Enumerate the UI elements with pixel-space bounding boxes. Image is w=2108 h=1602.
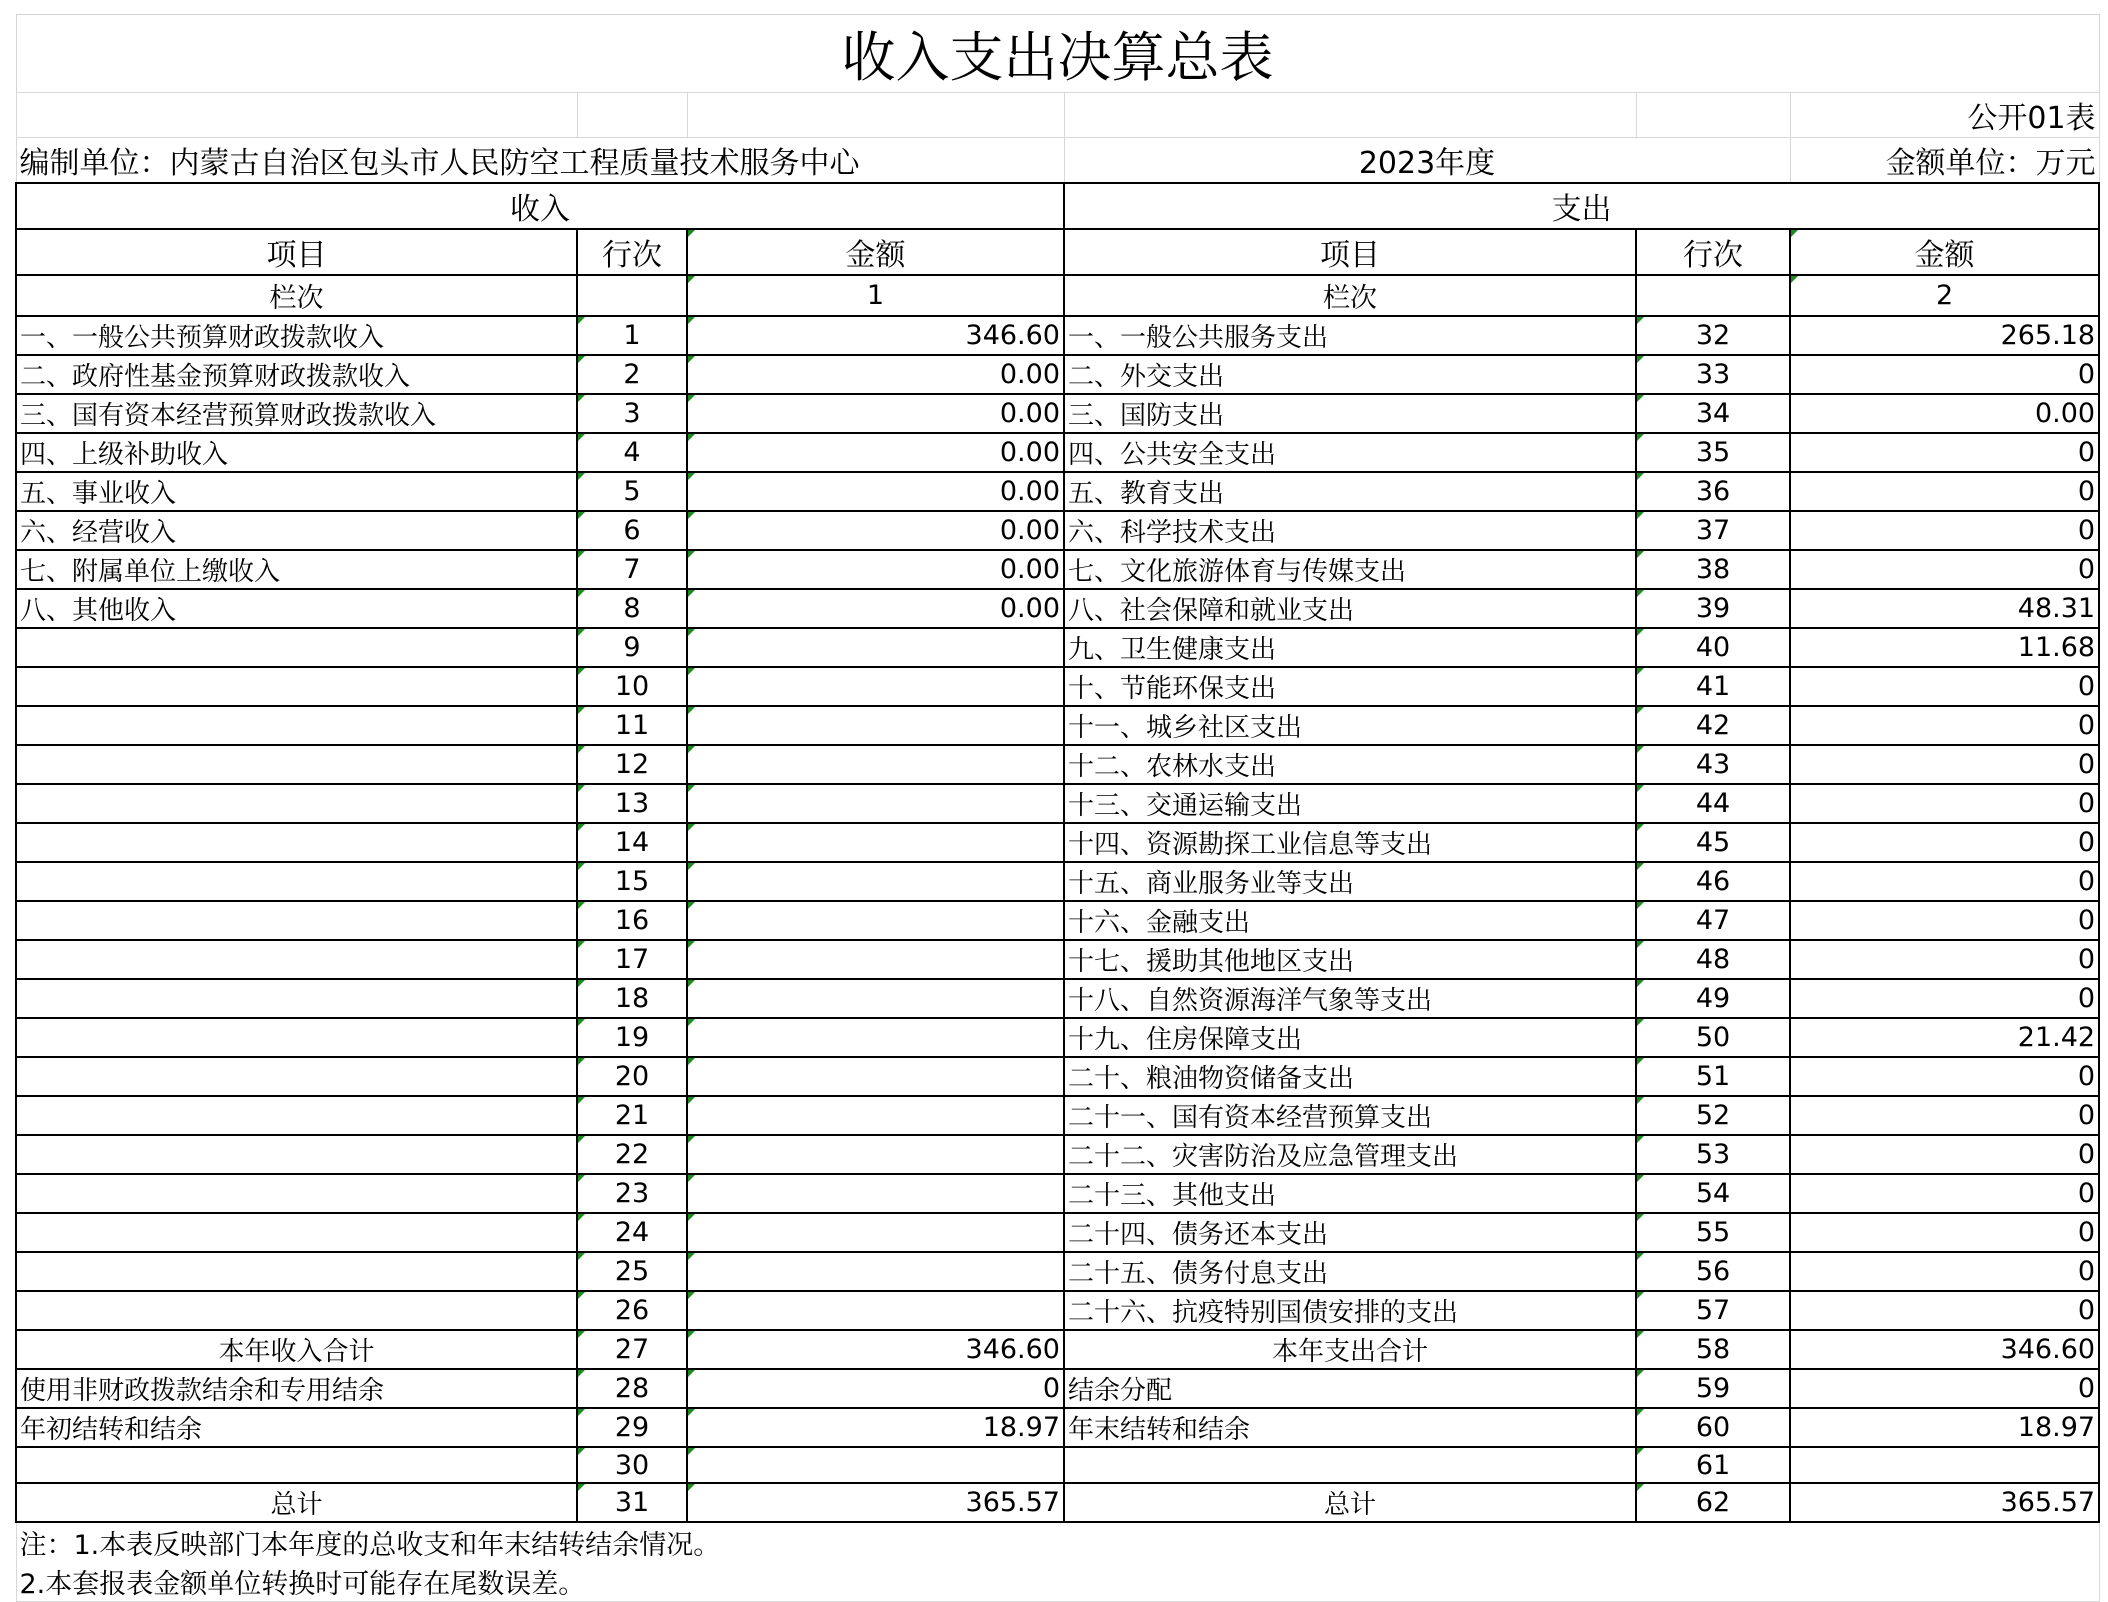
table-row: [16, 589, 2099, 628]
blank-cell: [1636, 93, 1790, 138]
expense-amount-cell: 265.18: [1790, 316, 2099, 355]
expense-item-cell: 四、公共安全支出: [1064, 433, 1636, 472]
income-amount-cell: [687, 784, 1064, 823]
table-row: [16, 979, 2099, 1018]
expense-row-no-cell: 60: [1636, 1408, 1790, 1447]
expense-item-cell: 二十五、债务付息支出: [1064, 1252, 1636, 1291]
expense-amount-cell: 0: [1790, 1213, 2099, 1252]
income-amount-cell: [687, 940, 1064, 979]
income-amount-cell: [687, 745, 1064, 784]
expense-amount-cell: 0: [1790, 706, 2099, 745]
table-row: [16, 784, 2099, 823]
fiscal-year: 2023年度: [1064, 138, 1790, 184]
column-number-row: [16, 275, 2099, 316]
expense-item-cell: 二十、粮油物资储备支出: [1064, 1057, 1636, 1096]
table-row: [16, 1291, 2099, 1330]
income-item-header: 项目: [16, 229, 577, 275]
table-row: [16, 706, 2099, 745]
income-amount-cell: [687, 706, 1064, 745]
income-item-cell: 总计: [16, 1483, 577, 1522]
income-row-no-cell: 28: [577, 1369, 687, 1408]
income-item-cell: [16, 628, 577, 667]
table-row: [16, 1057, 2099, 1096]
expense-row-no-cell: 32: [1636, 316, 1790, 355]
expense-item-cell: 二十六、抗疫特别国债安排的支出: [1064, 1291, 1636, 1330]
income-item-cell: 四、上级补助收入: [16, 433, 577, 472]
table-row: [16, 1213, 2099, 1252]
table-row: [16, 745, 2099, 784]
expense-amount-cell: 0: [1790, 1291, 2099, 1330]
expense-amount-cell: [1790, 1447, 2099, 1483]
expense-item-cell: 十四、资源勘探工业信息等支出: [1064, 823, 1636, 862]
section-header-row: [16, 183, 2099, 229]
expense-item-cell: 二十四、债务还本支出: [1064, 1213, 1636, 1252]
expense-item-cell: 二十二、灾害防治及应急管理支出: [1064, 1135, 1636, 1174]
expense-amount-cell: 0: [1790, 823, 2099, 862]
org-info-row: [16, 138, 2099, 184]
income-row-no-cell: 16: [577, 901, 687, 940]
income-item-cell: [16, 667, 577, 706]
income-row-no-cell: 15: [577, 862, 687, 901]
table-row: [16, 862, 2099, 901]
income-row-no-header: 行次: [577, 229, 687, 275]
table-code-row: [16, 93, 2099, 138]
income-item-cell: [16, 1447, 577, 1483]
expense-row-no-cell: 52: [1636, 1096, 1790, 1135]
expense-row-no-cell: 41: [1636, 667, 1790, 706]
income-amount-cell: 0: [687, 1369, 1064, 1408]
income-row-no-cell: 9: [577, 628, 687, 667]
expense-amount-cell: 0: [1790, 979, 2099, 1018]
expense-item-cell: 十九、住房保障支出: [1064, 1018, 1636, 1057]
expense-item-cell: 十一、城乡社区支出: [1064, 706, 1636, 745]
income-amount-cell: [687, 628, 1064, 667]
income-amount-cell: [687, 1447, 1064, 1483]
income-item-cell: [16, 1291, 577, 1330]
expense-row-no-cell: 33: [1636, 355, 1790, 394]
income-item-cell: 使用非财政拨款结余和专用结余: [16, 1369, 577, 1408]
income-row-no-cell: 2: [577, 355, 687, 394]
income-row-no-cell: 12: [577, 745, 687, 784]
income-row-no-cell: 14: [577, 823, 687, 862]
expense-item-cell: 总计: [1064, 1483, 1636, 1522]
income-item-cell: [16, 940, 577, 979]
income-item-cell: [16, 823, 577, 862]
income-amount-cell: [687, 901, 1064, 940]
table-row: [16, 355, 2099, 394]
expense-item-cell: 十三、交通运输支出: [1064, 784, 1636, 823]
income-row-no-cell: 29: [577, 1408, 687, 1447]
income-row-no-cell: 30: [577, 1447, 687, 1483]
expense-amount-cell: 21.42: [1790, 1018, 2099, 1057]
income-row-no-cell: 6: [577, 511, 687, 550]
income-item-cell: 年初结转和结余: [16, 1408, 577, 1447]
table-row: [16, 667, 2099, 706]
table-row: [16, 511, 2099, 550]
income-amount-cell: [687, 1096, 1064, 1135]
blank-cell: [687, 93, 1064, 138]
income-amount-cell: [687, 979, 1064, 1018]
expense-row-no-cell: 42: [1636, 706, 1790, 745]
expense-item-cell: 九、卫生健康支出: [1064, 628, 1636, 667]
blank-cell: [577, 93, 687, 138]
income-amount-cell: [687, 1057, 1064, 1096]
income-item-cell: [16, 1252, 577, 1291]
expense-row-no-cell: 58: [1636, 1330, 1790, 1369]
expense-row-no-cell: 46: [1636, 862, 1790, 901]
income-amount-cell: 0.00: [687, 511, 1064, 550]
income-amount-cell: [687, 1174, 1064, 1213]
expense-row-no-cell: 57: [1636, 1291, 1790, 1330]
expense-item-cell: 七、文化旅游体育与传媒支出: [1064, 550, 1636, 589]
expense-row-no-cell: 54: [1636, 1174, 1790, 1213]
table-row: [16, 1252, 2099, 1291]
income-amount-cell: [687, 1213, 1064, 1252]
income-row-no-cell: 17: [577, 940, 687, 979]
income-amount-cell: 18.97: [687, 1408, 1064, 1447]
income-row-no-cell: 7: [577, 550, 687, 589]
expense-row-no-cell: 61: [1636, 1447, 1790, 1483]
income-item-cell: [16, 1096, 577, 1135]
income-amount-cell: [687, 862, 1064, 901]
income-item-cell: [16, 706, 577, 745]
expense-row-no-cell: 59: [1636, 1369, 1790, 1408]
expense-row-no-cell: 47: [1636, 901, 1790, 940]
expense-row-no-cell: 40: [1636, 628, 1790, 667]
expense-row-no-header: 行次: [1636, 229, 1790, 275]
expense-item-header: 项目: [1064, 229, 1636, 275]
income-row-no-cell: 20: [577, 1057, 687, 1096]
table-row: [16, 1018, 2099, 1057]
income-item-cell: [16, 1057, 577, 1096]
expense-item-cell: 十五、商业服务业等支出: [1064, 862, 1636, 901]
expense-row-no-cell: 49: [1636, 979, 1790, 1018]
income-row-no-cell: 26: [577, 1291, 687, 1330]
income-row-no-cell: 21: [577, 1096, 687, 1135]
income-amount-cell: 0.00: [687, 472, 1064, 511]
table-row: [16, 1174, 2099, 1213]
income-amount-cell: 0.00: [687, 550, 1064, 589]
expense-item-cell: 二十三、其他支出: [1064, 1174, 1636, 1213]
expense-item-cell: 十八、自然资源海洋气象等支出: [1064, 979, 1636, 1018]
expense-amount-cell: 0: [1790, 667, 2099, 706]
income-col-number: 1: [687, 275, 1064, 316]
expense-amount-cell: 0: [1790, 511, 2099, 550]
unit-label: 金额单位：万元: [1790, 138, 2099, 184]
income-section-header: 收入: [16, 183, 1064, 229]
expense-amount-cell: 11.68: [1790, 628, 2099, 667]
expense-item-cell: 二十一、国有资本经营预算支出: [1064, 1096, 1636, 1135]
income-item-cell: [16, 901, 577, 940]
table-row: [16, 316, 2099, 355]
table-row: [16, 1135, 2099, 1174]
blank-cell: [1064, 93, 1636, 138]
income-amount-cell: [687, 1135, 1064, 1174]
income-row-no-cell: 19: [577, 1018, 687, 1057]
expense-item-cell: 结余分配: [1064, 1369, 1636, 1408]
expense-row-no-cell: 37: [1636, 511, 1790, 550]
income-item-cell: [16, 1135, 577, 1174]
income-amount-cell: 0.00: [687, 589, 1064, 628]
expense-row-no-cell: 39: [1636, 589, 1790, 628]
income-item-cell: [16, 784, 577, 823]
income-amount-cell: [687, 1252, 1064, 1291]
income-amount-cell: [687, 667, 1064, 706]
expense-amount-cell: 0: [1790, 1135, 2099, 1174]
blank-cell: [1636, 275, 1790, 316]
income-amount-cell: [687, 1291, 1064, 1330]
note-text: 注：1.本表反映部门本年度的总收支和年末结转结余情况。: [16, 1522, 2099, 1562]
table-row: [16, 550, 2099, 589]
expense-amount-header: 金额: [1790, 229, 2099, 275]
expense-row-no-cell: 55: [1636, 1213, 1790, 1252]
expense-row-no-cell: 35: [1636, 433, 1790, 472]
expense-row-no-cell: 38: [1636, 550, 1790, 589]
expense-item-cell: 年末结转和结余: [1064, 1408, 1636, 1447]
expense-col-number: 2: [1790, 275, 2099, 316]
expense-row-no-cell: 36: [1636, 472, 1790, 511]
expense-item-cell: 十、节能环保支出: [1064, 667, 1636, 706]
blank-cell: [16, 93, 577, 138]
expense-row-no-cell: 62: [1636, 1483, 1790, 1522]
table-row: [16, 901, 2099, 940]
table-row: [16, 628, 2099, 667]
income-item-cell: 一、一般公共预算财政拨款收入: [16, 316, 577, 355]
expense-col-label: 栏次: [1064, 275, 1636, 316]
income-row-no-cell: 18: [577, 979, 687, 1018]
expense-item-cell: [1064, 1447, 1636, 1483]
income-row-no-cell: 13: [577, 784, 687, 823]
expense-amount-cell: 0: [1790, 355, 2099, 394]
income-row-no-cell: 8: [577, 589, 687, 628]
expense-row-no-cell: 43: [1636, 745, 1790, 784]
expense-row-no-cell: 53: [1636, 1135, 1790, 1174]
expense-amount-cell: 0: [1790, 940, 2099, 979]
expense-amount-cell: 48.31: [1790, 589, 2099, 628]
expense-row-no-cell: 51: [1636, 1057, 1790, 1096]
income-amount-cell: [687, 1018, 1064, 1057]
income-amount-cell: 0.00: [687, 355, 1064, 394]
income-item-cell: [16, 1018, 577, 1057]
expense-amount-cell: 0: [1790, 1252, 2099, 1291]
expense-item-cell: 六、科学技术支出: [1064, 511, 1636, 550]
expense-item-cell: 三、国防支出: [1064, 394, 1636, 433]
expense-amount-cell: 0: [1790, 550, 2099, 589]
expense-amount-cell: 18.97: [1790, 1408, 2099, 1447]
income-item-cell: [16, 862, 577, 901]
income-amount-cell: 0.00: [687, 433, 1064, 472]
expense-amount-cell: 0: [1790, 1096, 2099, 1135]
income-item-cell: [16, 979, 577, 1018]
table-row: [16, 1408, 2099, 1447]
income-row-no-cell: 27: [577, 1330, 687, 1369]
expense-amount-cell: 0: [1790, 862, 2099, 901]
income-item-cell: 七、附属单位上缴收入: [16, 550, 577, 589]
income-amount-cell: 346.60: [687, 316, 1064, 355]
expense-section-header: 支出: [1064, 183, 2099, 229]
income-item-cell: 八、其他收入: [16, 589, 577, 628]
note-row: [16, 1522, 2099, 1562]
table-row: [16, 1447, 2099, 1483]
org-label: 编制单位：内蒙古自治区包头市人民防空工程质量技术服务中心: [16, 138, 1064, 184]
expense-item-cell: 本年支出合计: [1064, 1330, 1636, 1369]
expense-amount-cell: 0: [1790, 901, 2099, 940]
income-row-no-cell: 31: [577, 1483, 687, 1522]
income-amount-cell: 346.60: [687, 1330, 1064, 1369]
title-row: [16, 15, 2099, 93]
income-row-no-cell: 1: [577, 316, 687, 355]
expense-amount-cell: 0.00: [1790, 394, 2099, 433]
note-text: 2.本套报表金额单位转换时可能存在尾数误差。: [16, 1562, 2099, 1602]
expense-amount-cell: 0: [1790, 1174, 2099, 1213]
table-row: [16, 433, 2099, 472]
income-row-no-cell: 22: [577, 1135, 687, 1174]
note-row: [16, 1562, 2099, 1602]
income-item-cell: 本年收入合计: [16, 1330, 577, 1369]
income-row-no-cell: 10: [577, 667, 687, 706]
income-item-cell: 二、政府性基金预算财政拨款收入: [16, 355, 577, 394]
table-row: [16, 823, 2099, 862]
expense-item-cell: 八、社会保障和就业支出: [1064, 589, 1636, 628]
page-title: 收入支出决算总表: [16, 15, 2099, 93]
expense-amount-cell: 346.60: [1790, 1330, 2099, 1369]
income-col-label: 栏次: [16, 275, 577, 316]
expense-item-cell: 五、教育支出: [1064, 472, 1636, 511]
income-amount-cell: 365.57: [687, 1483, 1064, 1522]
expense-item-cell: 一、一般公共服务支出: [1064, 316, 1636, 355]
expense-row-no-cell: 56: [1636, 1252, 1790, 1291]
expense-amount-cell: 0: [1790, 1369, 2099, 1408]
income-item-cell: [16, 745, 577, 784]
expense-amount-cell: 0: [1790, 745, 2099, 784]
expense-row-no-cell: 50: [1636, 1018, 1790, 1057]
expense-item-cell: 二、外交支出: [1064, 355, 1636, 394]
table-row: [16, 1330, 2099, 1369]
income-item-cell: 五、事业收入: [16, 472, 577, 511]
expense-row-no-cell: 44: [1636, 784, 1790, 823]
expense-amount-cell: 0: [1790, 433, 2099, 472]
income-amount-cell: 0.00: [687, 394, 1064, 433]
expense-item-cell: 十七、援助其他地区支出: [1064, 940, 1636, 979]
income-amount-cell: [687, 823, 1064, 862]
expense-row-no-cell: 48: [1636, 940, 1790, 979]
expense-row-no-cell: 34: [1636, 394, 1790, 433]
income-row-no-cell: 3: [577, 394, 687, 433]
expense-amount-cell: 365.57: [1790, 1483, 2099, 1522]
income-item-cell: 六、经营收入: [16, 511, 577, 550]
expense-amount-cell: 0: [1790, 784, 2099, 823]
table-row: [16, 472, 2099, 511]
income-row-no-cell: 24: [577, 1213, 687, 1252]
expense-item-cell: 十六、金融支出: [1064, 901, 1636, 940]
table-row: [16, 1096, 2099, 1135]
income-item-cell: 三、国有资本经营预算财政拨款收入: [16, 394, 577, 433]
table-row: [16, 940, 2099, 979]
income-row-no-cell: 25: [577, 1252, 687, 1291]
expense-amount-cell: 0: [1790, 472, 2099, 511]
blank-cell: [577, 275, 687, 316]
income-amount-header: 金额: [687, 229, 1064, 275]
income-row-no-cell: 11: [577, 706, 687, 745]
income-row-no-cell: 5: [577, 472, 687, 511]
table-row: [16, 394, 2099, 433]
table-row: [16, 1483, 2099, 1522]
income-expense-summary-table: [15, 14, 2100, 1602]
table-row: [16, 1369, 2099, 1408]
expense-item-cell: 十二、农林水支出: [1064, 745, 1636, 784]
income-row-no-cell: 4: [577, 433, 687, 472]
expense-amount-cell: 0: [1790, 1057, 2099, 1096]
column-header-row: [16, 229, 2099, 275]
income-row-no-cell: 23: [577, 1174, 687, 1213]
income-item-cell: [16, 1213, 577, 1252]
income-item-cell: [16, 1174, 577, 1213]
expense-row-no-cell: 45: [1636, 823, 1790, 862]
table-code: 公开01表: [1790, 93, 2099, 138]
